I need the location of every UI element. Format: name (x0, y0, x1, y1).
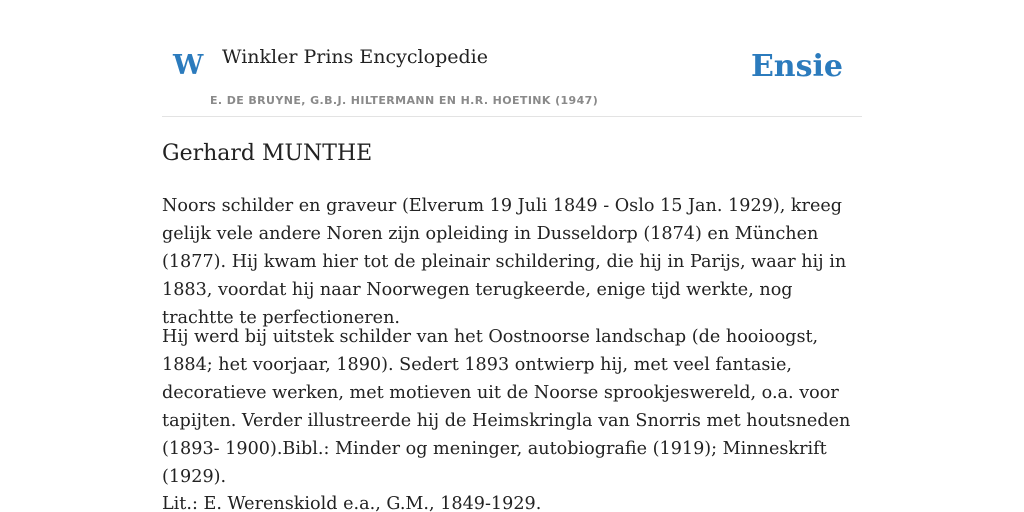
literature-reference: Lit.: E. Werenskiold e.a., G.M., 1849-1929. (162, 494, 542, 512)
winkler-prins-logo[interactable]: W (173, 50, 204, 81)
source-title[interactable]: Winkler Prins Encyclopedie (222, 46, 488, 68)
source-authors: E. DE BRUYNE, G.B.J. HILTERMANN EN H.R. HOETINK (1947) (210, 94, 599, 107)
article-paragraph: Hij werd bij uitstek schilder van het Oostnoorse landschap (de hooioogst, 1884; het voorjaar, 1890). Sedert 1893 ontwierp hij, met veel fantasie, decoratieve werken, met motieven uit de Noorse sprookjeswereld, o.a. voor tapijten. Verder illustreerde hij de Heimskringla van Snorris met houtsneden (1893- 1900).Bibl.: Minder og meninger, autobiografie (1919); Minneskrift (1929). (162, 327, 851, 487)
entry-title: Gerhard MUNTHE (162, 141, 373, 166)
source-header (162, 0, 862, 117)
ensie-logo[interactable]: Ensie (750, 49, 843, 84)
article-paragraph: Noors schilder en graveur (Elverum 19 Juli 1849 - Oslo 15 Jan. 1929), kreeg gelijk vele andere Noren zijn opleiding in Dusseldorp (1874) en München (1877). Hij kwam hier tot de pleinair schildering, die hij in Parijs, waar hij in 1883, voordat hij naar Noorwegen terugkeerde, enige tijd werkte, nog trachtte te perfectioneren. (162, 196, 847, 328)
article-page (162, 0, 862, 512)
